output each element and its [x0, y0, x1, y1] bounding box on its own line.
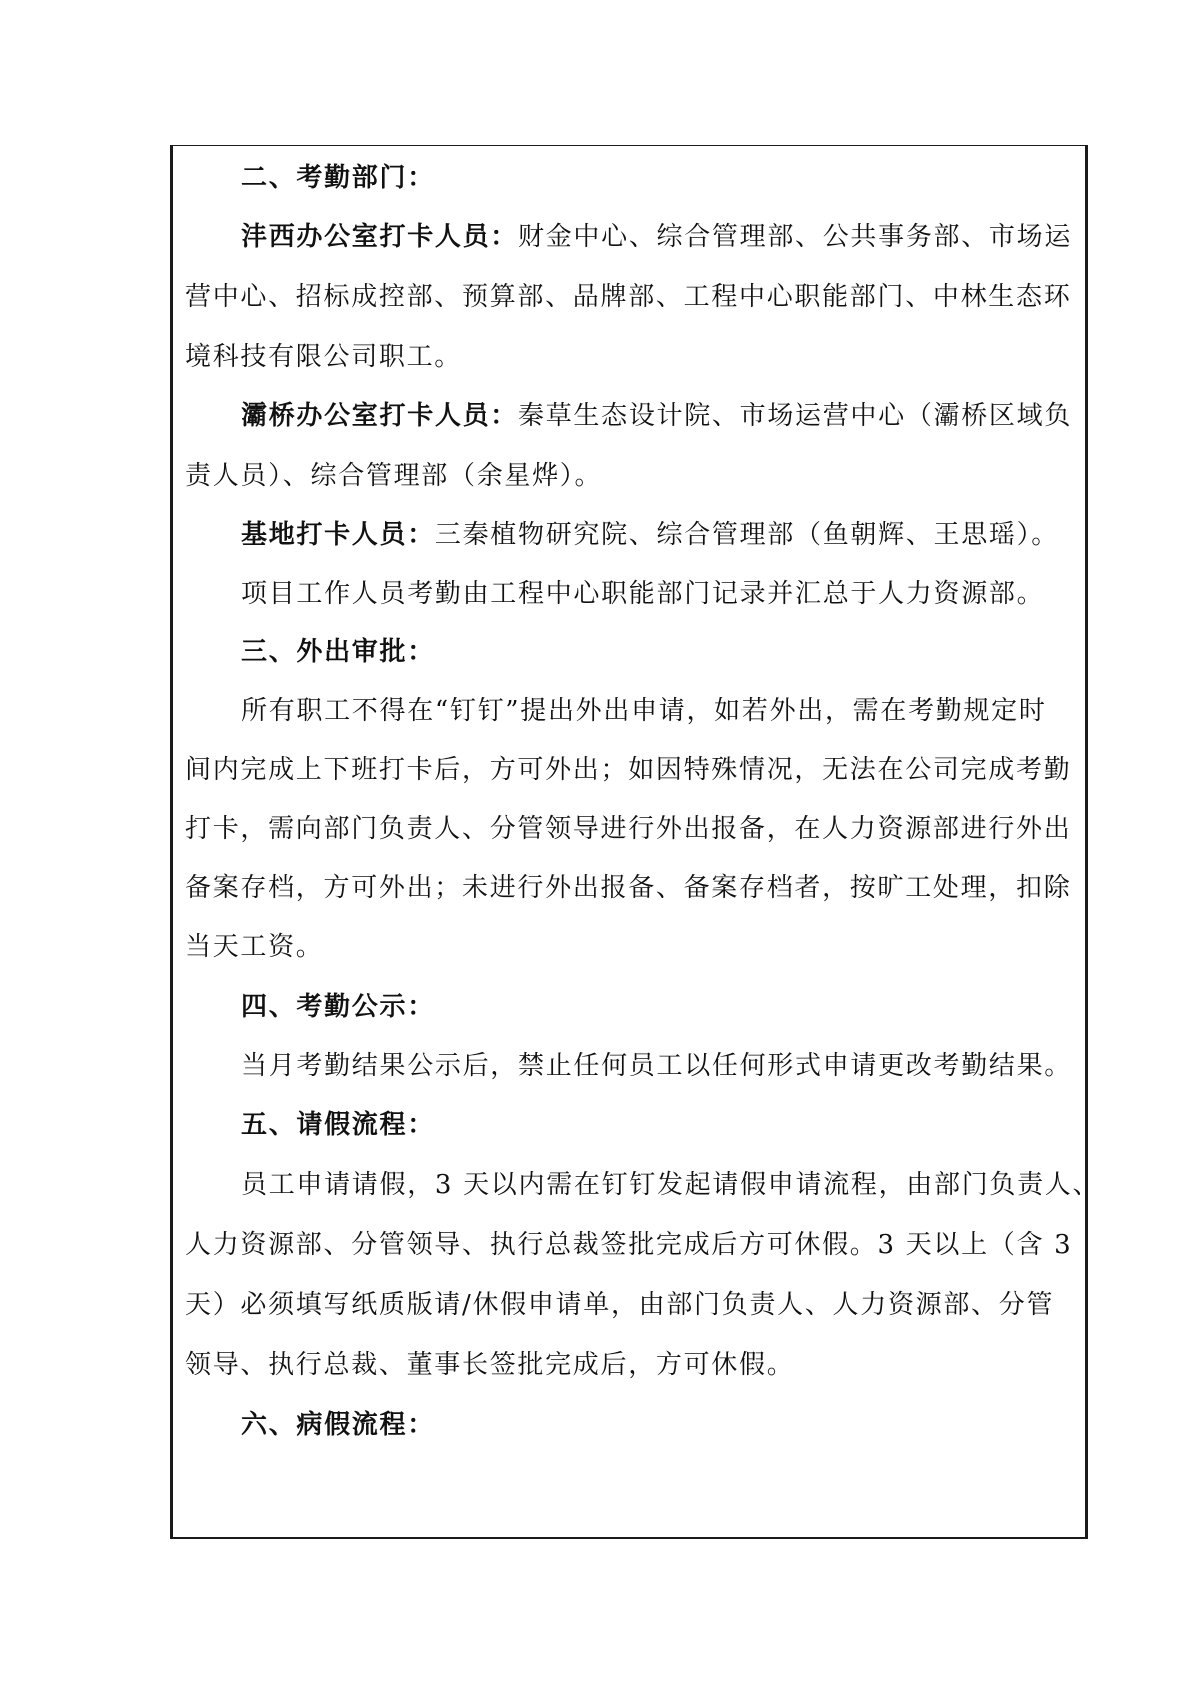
- base-label: 基地打卡人员：: [241, 520, 435, 550]
- section-5-title: 五、请假流程：: [241, 1110, 435, 1140]
- base-text-1: 三秦植物研究院、综合管理部（鱼朝辉、王思瑶）。: [434, 520, 1060, 550]
- section-3-text-1: 所有职工不得在“钉钉”提出外出申请，如若外出，需在考勤规定时: [241, 696, 1047, 726]
- section-3-text-4: 备案存档，方可外出；未进行外出报备、备案存档者，按旷工处理，扣除: [185, 873, 1072, 903]
- section-2-title: 二、考勤部门：: [241, 163, 435, 193]
- baqiao-office-label: 灞桥办公室打卡人员：: [241, 401, 519, 431]
- section-3-text-5: 当天工资。: [185, 932, 324, 962]
- section-3-title: 三、外出审批：: [241, 637, 435, 667]
- fengxi-office-text-3: 境科技有限公司职工。: [185, 342, 463, 372]
- fengxi-office-text-1: 财金中心、综合管理部、公共事务部、市场运: [518, 222, 1073, 252]
- section-5-text-3: 天）必须填写纸质版请/休假申请单，由部门负责人、人力资源部、分管: [185, 1290, 1055, 1320]
- section-5-text-1: 员工申请请假，3 天以内需在钉钉发起请假申请流程，由部门负责人、: [241, 1170, 1101, 1200]
- base-paragraph: [241, 517, 1081, 553]
- section-4-title: 四、考勤公示：: [241, 992, 435, 1022]
- section-6-title: 六、病假流程：: [241, 1410, 435, 1440]
- section-5-text-4: 领导、执行总裁、董事长签批完成后，方可休假。: [185, 1350, 795, 1380]
- baqiao-office-text-1: 秦草生态设计院、市场运营中心（灞桥区域负: [518, 401, 1073, 431]
- baqiao-office-paragraph: [241, 398, 1081, 434]
- section-4-text-1: 当月考勤结果公示后，禁止任何员工以任何形式申请更改考勤结果。: [241, 1051, 1073, 1081]
- project-staff-paragraph: 项目工作人员考勤由工程中心职能部门记录并汇总于人力资源部。: [241, 579, 1045, 609]
- fengxi-office-label: 沣西办公室打卡人员：: [241, 222, 519, 252]
- section-3-text-3: 打卡，需向部门负责人、分管领导进行外出报备，在人力资源部进行外出: [185, 814, 1072, 844]
- fengxi-office-paragraph: [241, 219, 1081, 255]
- fengxi-office-text-2: 营中心、招标成控部、预算部、品牌部、工程中心职能部门、中林生态环: [185, 282, 1072, 312]
- section-5-text-2: 人力资源部、分管领导、执行总裁签批完成后方可休假。3 天以上（含 3: [185, 1230, 1073, 1260]
- section-3-text-2: 间内完成上下班打卡后，方可外出；如因特殊情况，无法在公司完成考勤: [185, 755, 1072, 785]
- baqiao-office-text-2: 责人员）、综合管理部（余星烨）。: [185, 461, 603, 491]
